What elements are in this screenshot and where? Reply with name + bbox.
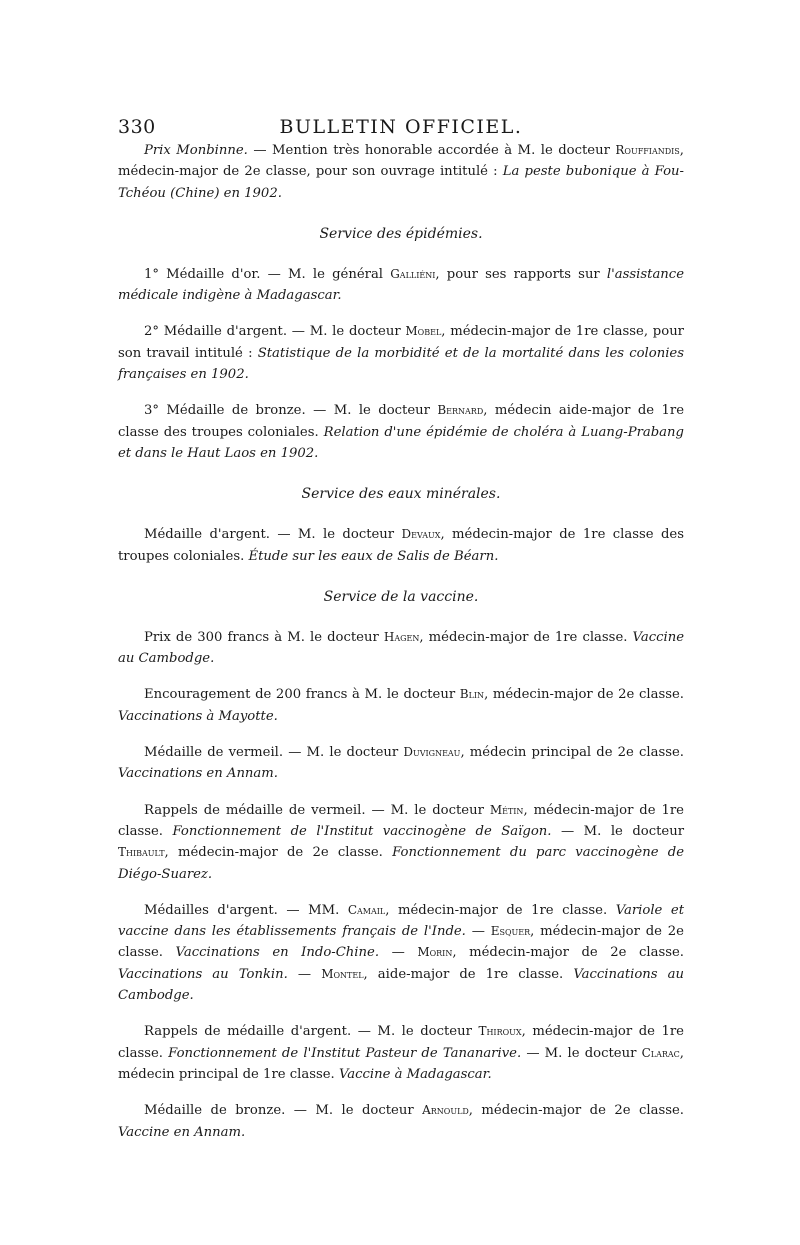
text-run: , médecin-major de 1re classe, pour son travail intitulé :: [118, 324, 684, 361]
text-run: , médecin-major de 2e classe.: [164, 845, 393, 861]
running-title: BULLETIN OFFICIEL.: [279, 116, 523, 138]
text-run: , médecin aide-major de 1re classe des troupes coloniales.: [118, 403, 684, 440]
paragraph-vaccine-6: [118, 1021, 684, 1085]
paragraph-vaccine-7: [118, 1100, 684, 1143]
person-name: Clarac: [641, 1045, 680, 1060]
text-run: Rappels de médaille de vermeil. — M. le docteur: [144, 802, 490, 818]
paragraph-vaccine-3: [118, 742, 684, 785]
person-name: Mobel: [405, 324, 442, 339]
person-name: Thiroux: [478, 1024, 522, 1039]
text-run: —: [379, 945, 418, 961]
text-run: , médecin-major de 1re classe.: [385, 902, 616, 918]
paragraph-prix-monbinne: [118, 140, 684, 204]
text-run: , médecin principal de 1re classe.: [118, 1045, 684, 1082]
text-run: , médecin-major de 1re classe.: [118, 802, 684, 839]
work-title: Vaccinations au Tonkin.: [118, 966, 288, 982]
page-header: [118, 106, 684, 140]
text-run: 3° Médaille de bronze. — M. le docteur: [144, 403, 438, 419]
paragraph-vaccine-1: [118, 627, 684, 670]
section-heading-vaccine: Service de la vaccine.: [323, 588, 479, 605]
work-title: Fonctionnement de l'Institut Pasteur de Tananarive.: [168, 1045, 522, 1061]
text-run: —: [465, 924, 491, 940]
text-run: , aide-major de 1re classe.: [363, 966, 574, 982]
prize-label: Prix Monbinne.: [144, 143, 248, 158]
person-name: Arnould: [422, 1103, 469, 1118]
text-run: 1° Médaille d'or. — M. le général: [144, 266, 391, 282]
section-heading-eaux: Service des eaux minérales.: [301, 486, 501, 503]
work-title: La peste bubonique à Fou-Tchéou (Chine) en 1902.: [118, 164, 685, 201]
work-title: Statistique de la morbidité et de la mortalité dans les colonies françaises en 1902.: [118, 345, 684, 383]
person-name: Métin: [489, 802, 524, 817]
person-name: Rouffiandis: [615, 143, 680, 157]
text-run: Médailles d'argent. — MM.: [144, 902, 348, 918]
work-title: Vaccine au Cambodge.: [118, 629, 684, 667]
paragraph-epidemies-1: [118, 264, 684, 307]
text-run: Médaille d'argent. — M. le docteur: [144, 527, 402, 543]
work-title: Relation d'une épidémie de choléra à Luang-Prabang et dans le Haut Laos en 1902.: [118, 424, 684, 461]
person-name: Galliéni: [390, 266, 436, 281]
paragraph-epidemies-2: [118, 321, 684, 385]
text-run: Encouragement de 200 francs à M. le docteur: [144, 687, 460, 703]
person-name: Morin: [417, 945, 453, 960]
work-title: Vaccinations à Mayotte.: [118, 708, 278, 724]
person-name: Hagen: [383, 629, 420, 644]
work-title: Vaccinations au Cambodge.: [118, 966, 684, 1004]
work-title: Fonctionnement de l'Institut vaccinogène de Saïgon.: [172, 823, 552, 839]
text-run: , médecin-major de 1re classe des troupes coloniales.: [118, 527, 684, 564]
text-run: , médecin-major de 2e classe.: [468, 1103, 684, 1119]
text-run: —: [287, 966, 322, 982]
text-run: , pour ses rapports sur: [435, 266, 607, 282]
person-name: Bernard: [437, 403, 484, 418]
work-title: Vaccine en Annam.: [118, 1124, 246, 1140]
text-run: — M. le docteur: [521, 1045, 642, 1061]
paragraph-eaux-1: [118, 524, 684, 567]
text-run: , médecin principal de 2e classe.: [460, 745, 685, 761]
page-number: 330: [118, 116, 156, 138]
person-name: Duvigneau: [403, 745, 461, 760]
text-run: Médaille de vermeil. — M. le docteur: [144, 745, 404, 761]
person-name: Montel: [321, 966, 364, 981]
person-name: Blin: [459, 687, 485, 702]
document-page: [118, 106, 684, 1143]
paragraph-epidemies-3: [118, 400, 684, 464]
text-run: , médecin-major de 2e classe.: [118, 924, 684, 961]
work-title: l'assistance médicale indigène à Madagascar.: [118, 266, 684, 304]
work-title: Vaccinations en Indo-Chine.: [175, 945, 380, 961]
work-title: Étude sur les eaux de Salis de Béarn.: [248, 548, 499, 564]
text-run: — M. le docteur: [551, 823, 684, 839]
person-name: Devaux: [401, 527, 441, 542]
work-title: Vaccinations en Annam.: [118, 766, 278, 782]
text-run: , médecin-major de 2e classe, pour son ouvrage intitulé :: [118, 143, 684, 180]
section-heading-epidemies: Service des épidémies.: [319, 225, 483, 242]
text-run: Rappels de médaille d'argent. — M. le docteur: [144, 1024, 479, 1040]
person-name: Esquer: [490, 924, 531, 939]
text-run: , médecin-major de 2e classe.: [452, 945, 684, 961]
text-run: Médaille de bronze. — M. le docteur: [144, 1103, 423, 1119]
paragraph-vaccine-2: [118, 684, 684, 727]
text-run: , médecin-major de 1re classe.: [118, 1024, 684, 1061]
work-title: Variole et vaccine dans les établissements français de l'Inde.: [118, 902, 684, 940]
text-run: — Mention très honorable accordée à M. le docteur: [247, 143, 616, 158]
paragraph-vaccine-4: [118, 800, 684, 885]
work-title: Vaccine à Madagascar.: [338, 1066, 492, 1082]
text-run: , médecin-major de 1re classe.: [419, 629, 633, 645]
text-run: Prix de 300 francs à M. le docteur: [144, 629, 384, 645]
text-run: , médecin-major de 2e classe.: [484, 687, 684, 703]
person-name: Thibault: [118, 845, 165, 860]
person-name: Camail: [347, 902, 386, 917]
text-run: 2° Médaille d'argent. — M. le docteur: [144, 324, 406, 340]
paragraph-vaccine-5: [118, 900, 684, 1006]
work-title: Fonctionnement du parc vaccinogène de Diégo-Suarez.: [118, 845, 684, 882]
